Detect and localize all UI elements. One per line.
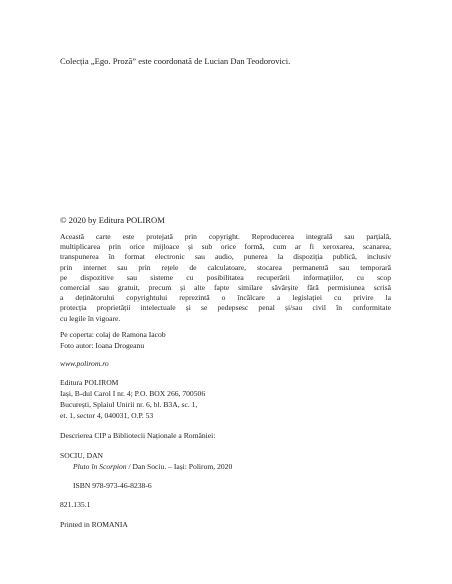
cip-author: SOCIU, DAN: [60, 451, 104, 460]
legal-notice: [60, 232, 391, 324]
cip-heading: Descrierea CIP a Bibliotecii Naționale a României:: [60, 431, 216, 440]
copyright-line: © 2020 by Editura POLIROM: [60, 215, 165, 225]
legal-line: prin internet sau prin rețele de calculatoare, stocarea permanentă sau temporară: [60, 262, 391, 272]
series-note: Colecția „Ego. Proză” este coordonată de Lucian Dan Teodorovici.: [60, 56, 291, 66]
cip-classification: 821.135.1: [60, 500, 91, 509]
legal-line: Această carte este protejată prin copyright. Reproducerea integrală sau parțială,: [60, 232, 391, 241]
photo-credit: Foto autor: Ioana Drogeanu: [60, 341, 145, 350]
cip-title-line: [73, 462, 232, 472]
publisher-address-line: București, Splaiul Unirii nr. 6, bl. B3A, sc. 1,: [60, 400, 198, 409]
cip-title-rest: / Dan Sociu. – Iași: Polirom, 2020: [126, 462, 233, 471]
cip-isbn: ISBN 978-973-46-8238-6: [73, 481, 152, 490]
legal-line: multiplicarea prin orice mijloace și sub orice formă, cum ar fi xeroxarea, scanarea,: [60, 242, 391, 252]
legal-line: cu legile în vigoare.: [60, 313, 121, 323]
cip-title: Pluto în Scorpion: [73, 462, 127, 471]
printed-in: Printed in ROMANIA: [60, 520, 128, 529]
legal-line: a deținătorului copyrightului reprezintă o încălcare a legislației cu privire la: [60, 293, 391, 303]
legal-line: protecția proprietății intelectuale și se pedepsesc penal și/sau civil în conformitate: [60, 303, 391, 313]
legal-line: pe dispozitive sau sisteme cu posibilitatea recuperării informațiilor, cu scop: [60, 272, 391, 282]
publisher-name: Editura POLIROM: [60, 378, 119, 387]
legal-line: transpunerea în format electronic sau audio, punerea la dispoziția publică, inclusiv: [60, 252, 391, 262]
website-link[interactable]: www.polirom.ro: [60, 359, 109, 368]
cover-credit: Pe coperta: colaj de Ramona Iacob: [60, 330, 166, 339]
publisher-address-line: Iași, B-dul Carol I nr. 4; P.O. BOX 266, 700506: [60, 389, 206, 398]
legal-line: comercial sau gratuit, precum și alte fapte similare săvârșite fără permisiunea scrisă: [60, 283, 391, 293]
publisher-address-line: et. 1, sector 4, 040031, O.P. 53: [60, 411, 154, 420]
